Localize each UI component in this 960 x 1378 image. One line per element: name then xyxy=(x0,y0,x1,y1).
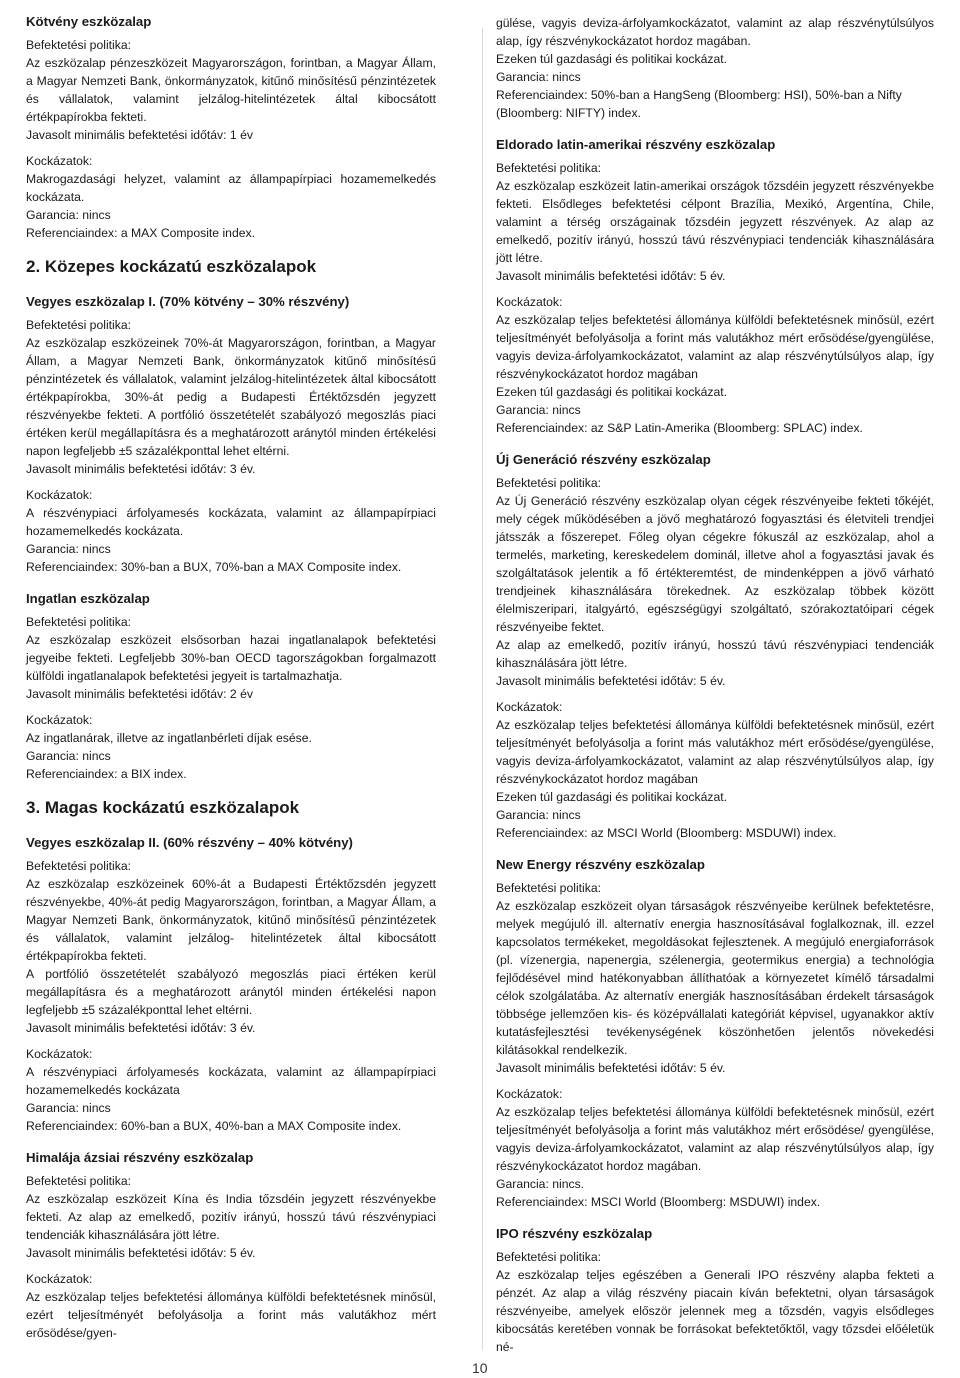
policy-label: Befektetési politika: xyxy=(496,881,602,895)
risk-label: Kockázatok: xyxy=(26,1047,93,1061)
reference-label: Referenciaindex: xyxy=(496,88,588,102)
reference-value: 60%-ban a BUX, 40%-ban a MAX Composite index. xyxy=(120,1119,402,1133)
column-divider xyxy=(482,28,483,1350)
policy-text-2: A portfólió összetételét szabályozó megoszlás piaci értéken kerül megállapításra és a meghatározott aránytól minden értékelési napon legfeljebb ±5 százalékponttal lehet eltérni. xyxy=(26,967,436,1017)
risk-text-continued: gülése, vagyis deviza-árfolyamkockázatot, valamint az alap részvénytúlsúlyos alap, így részvénykockázatot hordoz magában. xyxy=(496,16,934,48)
guarantee-label: Garancia: xyxy=(496,403,549,417)
term-row xyxy=(26,685,436,703)
chapter-heading-medium-risk: 2. Közepes kockázatú eszközalapok xyxy=(26,257,317,276)
guarantee-label: Garancia: xyxy=(26,749,79,763)
guarantee-value: nincs xyxy=(82,1101,111,1115)
guarantee-value: nincs xyxy=(82,208,111,222)
risk-label: Kockázatok: xyxy=(496,295,563,309)
policy-label: Befektetési politika: xyxy=(496,476,602,490)
risk-text: A részvénypiaci árfolyamesés kockázata, valamint az állampapírpiaci hozamemelkedés kockázata. xyxy=(26,506,436,538)
risk-text: Az ingatlanárak, illetve az ingatlanbérleti díjak esése. xyxy=(26,731,312,745)
term-row xyxy=(26,1019,436,1037)
reference-row xyxy=(496,86,934,122)
reference-label: Referenciaindex: xyxy=(26,767,118,781)
risk-text: A részvénypiaci árfolyamesés kockázata, valamint az állampapírpiaci hozamemelkedés kockázata xyxy=(26,1065,436,1097)
section-eldorado xyxy=(496,137,934,437)
chapter-heading-high-risk: 3. Magas kockázatú eszközalapok xyxy=(26,798,300,817)
reference-value: az MSCI World (Bloomberg: MSDUWI) index. xyxy=(590,826,837,840)
reference-label: Referenciaindex: xyxy=(26,1119,118,1133)
risk-text: Az eszközalap teljes befektetési állománya külföldi befektetésnek minősül, ezért teljesítményét befolyásolja a forint más valutákhoz mért erősödése/ gyengülése, vagyis deviza-árfolyamkockázatot, valamint az alap részvénytúlsúlyos alap, így részvénykockázatot hordoz magában. xyxy=(496,1105,934,1173)
section-title: Kötvény eszközalap xyxy=(26,14,152,29)
term-label: Javasolt minimális befektetési időtáv: xyxy=(26,462,227,476)
term-label: Javasolt minimális befektetési időtáv: xyxy=(496,674,697,688)
section-title: Vegyes eszközalap II. (60% részvény – 40% kötvény) xyxy=(26,835,353,850)
guarantee-row xyxy=(26,206,436,224)
policy-label: Befektetési politika: xyxy=(26,615,132,629)
guarantee-value: nincs xyxy=(552,403,581,417)
risk-text-2: Ezeken túl gazdasági és politikai kockázat. xyxy=(496,52,728,66)
guarantee-value: nincs. xyxy=(552,1177,585,1191)
policy-text: Az eszközalap eszközeit latin-amerikai országok tőzsdéin jegyzett részvényekbe fekteti. Elsődleges befektetési célpont Brazília, Mexikó, Argentína, Chile, valamint a térség országainak tőzsdéin jegyzett részvények. Az alap az emelkedő, pozitív irányú, hosszú távú részvénypiaci tendenciák kihasználására jött létre. xyxy=(496,179,934,265)
reference-label: Referenciaindex: xyxy=(496,826,588,840)
guarantee-label: Garancia: xyxy=(26,208,79,222)
risk-text: Az eszközalap teljes befektetési állománya külföldi befektetésnek minősül, ezért teljesítményét befolyásolja a forint más valutákhoz mért erősödése/gyengülése, vagyis deviza-árfolyamkockázatot, valamint az alap részvénytúlsúlyos alap, így részvénykockázatot hordoz magában xyxy=(496,718,934,786)
reference-row xyxy=(496,419,934,437)
policy-label: Befektetési politika: xyxy=(26,318,132,332)
reference-label: Referenciaindex: xyxy=(26,560,118,574)
guarantee-row xyxy=(26,540,436,558)
reference-label: Referenciaindex: xyxy=(496,1195,588,1209)
reference-row xyxy=(496,824,934,842)
policy-text: Az eszközalap eszközeit Kína és India tőzsdéin jegyzett részvényekbe fekteti. Az alap az emelkedő, pozitív irányú, hosszú távú részvénypiaci tendenciák kihasználására jött létre. xyxy=(26,1192,436,1242)
risk-text-2: Ezeken túl gazdasági és politikai kockázat. xyxy=(496,385,728,399)
guarantee-row xyxy=(26,1099,436,1117)
reference-row xyxy=(26,558,436,576)
reference-value: a MAX Composite index. xyxy=(120,226,255,240)
reference-value: MSCI World (Bloomberg: MSDUWI) index. xyxy=(590,1195,821,1209)
policy-label: Befektetési politika: xyxy=(26,38,132,52)
policy-text: Az Új Generáció részvény eszközalap olyan cégek részvényeibe fekteti tőkéjét, mely cégek működésében a jövő meghatározó fogyasztási és életviteli trendjei játsszák a főszerepet. Főleg olyan cégekre fókuszál az eszközalap, ahol a termelés, marketing, kereskedelem dominál, illetve ahol a fogyasztási javak és szolgáltatások jelentik a fő értékteremtést, de mindenképpen a jövő várható trendjeinek kihasználására törekednek. Az eszközalap többek között élelmiszeripari, italgyártó, egészségügyi szolgáltató, szórakoztatóipari cégek részvényeibe fektet. xyxy=(496,494,934,634)
section-title: Ingatlan eszközalap xyxy=(26,591,150,606)
section-title: Vegyes eszközalap I. (70% kötvény – 30% részvény) xyxy=(26,294,350,309)
left-column xyxy=(26,14,436,1357)
risk-label: Kockázatok: xyxy=(26,713,93,727)
section-new-energy xyxy=(496,857,934,1211)
guarantee-value: nincs xyxy=(552,808,581,822)
guarantee-row xyxy=(496,68,934,86)
section-ingatlan xyxy=(26,591,436,783)
reference-row xyxy=(496,1193,934,1211)
policy-text: Az eszközalap pénzeszközeit Magyarországon, forintban, a Magyar Állam, a Magyar Nemzeti Bank, önkormányzatok, kitűnő minősítésű pénzintézetek és vállalatok, valamint jelzálog-hitelintézetek által kibocsátott értékpapírokba fekteti. xyxy=(26,56,436,124)
term-row xyxy=(26,460,436,478)
term-label: Javasolt minimális befektetési időtáv: xyxy=(26,1246,227,1260)
reference-row xyxy=(26,765,436,783)
risk-text: Az eszközalap teljes befektetési állománya külföldi befektetésnek minősül, ezért teljesítményét befolyásolja a forint más valutákhoz mért erősödése/gyen- xyxy=(26,1290,436,1340)
guarantee-row xyxy=(496,806,934,824)
risk-label: Kockázatok: xyxy=(496,1087,563,1101)
policy-text: Az eszközalap teljes egészében a Generali IPO részvény alapba fekteti a pénzét. Az alap a világ részvény piacain kíván befektetni, olyan társaságok részvényeibe, amelyek először jelennek meg a tőzsdén, vagyis elsődleges kibocsátás keretében vonnak be forrásokat befektetőktől, vagy tőzsdei előéletük né- xyxy=(496,1268,934,1354)
section-title: IPO részvény eszközalap xyxy=(496,1226,653,1241)
page-number: 10 xyxy=(472,1360,488,1376)
risk-label: Kockázatok: xyxy=(496,700,563,714)
guarantee-row xyxy=(496,401,934,419)
term-value: 5 év. xyxy=(699,674,726,688)
guarantee-value: nincs xyxy=(82,749,111,763)
section-title: New Energy részvény eszközalap xyxy=(496,857,705,872)
policy-text: Az eszközalap eszközeit elsősorban hazai ingatlanalapok befektetési jegyeibe fekteti. Legfeljebb 30%-ban OECD tagországokban forgalmazott külföldi ingatlanalapok befektetési jegyeit is tartalmazhatja. xyxy=(26,633,436,683)
guarantee-value: nincs xyxy=(82,542,111,556)
policy-text-2: Az alap az emelkedő, pozitív irányú, hosszú távú részvénypiaci tendenciák kihasználására jött létre. xyxy=(496,638,934,670)
risk-text-2: Ezeken túl gazdasági és politikai kockázat. xyxy=(496,790,728,804)
reference-value: a BIX index. xyxy=(120,767,187,781)
term-value: 5 év. xyxy=(229,1246,256,1260)
term-row xyxy=(496,1059,934,1077)
risk-label: Kockázatok: xyxy=(26,488,93,502)
policy-label: Befektetési politika: xyxy=(26,1174,132,1188)
term-label: Javasolt minimális befektetési időtáv: xyxy=(496,1061,697,1075)
policy-label: Befektetési politika: xyxy=(26,859,132,873)
term-label: Javasolt minimális befektetési időtáv: xyxy=(26,1021,227,1035)
risk-text: Makrogazdasági helyzet, valamint az állampapírpiaci hozamemelkedés kockázata. xyxy=(26,172,436,204)
term-value: 3 év. xyxy=(229,462,256,476)
policy-text: Az eszközalap eszközeit olyan társaságok részvényeibe kerülnek befektetésre, melyek megújuló ill. alternatív energia hasznosításával foglalkoznak, ill. ezzel kapcsolatos termékeket, megoldásokat fejlesztenek. A megújuló energiaforrások (pl. vízenergia, napenergia, szélenergia, geotermikus energia) a technológia fejlődésével mind hatékonyabban állíthatóak a környezetet kímélő társadalmi célok szolgálatába. Az alternatív energiák hasznosításában érdekelt társaságok többsége jellemzően kis- és középvállalati kategóriát képvisel, ugyanakkor aktív kutatásfejlesztési tevékenységének köszönhetően jelentős növekedési kilátásokkal rendelkezik. xyxy=(496,899,934,1057)
term-row xyxy=(26,126,436,144)
term-row xyxy=(496,672,934,690)
reference-row xyxy=(26,1117,436,1135)
risk-label: Kockázatok: xyxy=(26,1272,93,1286)
risk-text: Az eszközalap teljes befektetési állománya külföldi befektetésnek minősül, ezért teljesítményét befolyásolja a forint más valutákhoz mért erősödése/gyengülése, vagyis deviza-árfolyamkockázatot, valamint az alap részvénytúlsúlyos alap, így részvénykockázatot hordoz magában xyxy=(496,313,934,381)
section-himalaja xyxy=(26,1150,436,1342)
term-label: Javasolt minimális befektetési időtáv: xyxy=(26,687,227,701)
term-value: 3 év. xyxy=(229,1021,256,1035)
guarantee-row xyxy=(496,1175,934,1193)
guarantee-label: Garancia: xyxy=(496,808,549,822)
term-label: Javasolt minimális befektetési időtáv: xyxy=(26,128,227,142)
guarantee-label: Garancia: xyxy=(26,1101,79,1115)
term-value: 5 év. xyxy=(699,1061,726,1075)
policy-text: Az eszközalap eszközeinek 60%-át a Budapesti Értéktőzsdén jegyzett részvényekbe, 40%-át pedig Magyarországon, forintban, a Magyar Állam, a Magyar Nemzeti Bank, önkormányzatok, kitűnő minősítésű pénzintézetek és vállalatok, valamint jelzálog- hitelintézetek által kibocsátott értékpapírokba fekteti. xyxy=(26,877,436,963)
section-uj-generacio xyxy=(496,452,934,842)
term-row xyxy=(26,1244,436,1262)
section-vegyes-2 xyxy=(26,835,436,1135)
term-value: 2 év xyxy=(229,687,253,701)
section-ipo xyxy=(496,1226,934,1356)
policy-text: Az eszközalap eszközeinek 70%-át Magyarországon, forintban, a Magyar Állam, a Magyar Nemzeti Bank, önkormányzatok kitűnő minősítésű pénzintézetek és vállalatok, valamint jelzálog-hitelintézetek által kibocsátott értékpapírokba, 30%-át pedig a Budapesti Értéktőzsdén jegyzett részvényekbe fekteti. A portfólió összetételét szabályozó megoszlás piaci értéken kerül megállapításra és a meghatározott aránytól minden értékelési napon legfeljebb ±5 százalékponttal lehet eltérni. xyxy=(26,336,436,458)
right-column xyxy=(496,14,934,1371)
reference-value: 50%-ban a HangSeng (Bloomberg: HSI), 50%-ban a Nifty (Bloomberg: NIFTY) index. xyxy=(496,88,902,120)
section-title: Himalája ázsiai részvény eszközalap xyxy=(26,1150,254,1165)
section-title: Eldorado latin-amerikai részvény eszközalap xyxy=(496,137,776,152)
term-value: 5 év. xyxy=(699,269,726,283)
guarantee-label: Garancia: xyxy=(496,1177,549,1191)
policy-label: Befektetési politika: xyxy=(496,1250,602,1264)
section-himalaja-continued xyxy=(496,14,934,122)
risk-label: Kockázatok: xyxy=(26,154,93,168)
reference-value: az S&P Latin-Amerika (Bloomberg: SPLAC) index. xyxy=(590,421,863,435)
term-label: Javasolt minimális befektetési időtáv: xyxy=(496,269,697,283)
reference-label: Referenciaindex: xyxy=(26,226,118,240)
reference-row xyxy=(26,224,436,242)
guarantee-row xyxy=(26,747,436,765)
guarantee-label: Garancia: xyxy=(496,70,549,84)
section-vegyes-1 xyxy=(26,294,436,576)
term-row xyxy=(496,267,934,285)
reference-value: 30%-ban a BUX, 70%-ban a MAX Composite index. xyxy=(120,560,402,574)
guarantee-value: nincs xyxy=(552,70,581,84)
policy-label: Befektetési politika: xyxy=(496,161,602,175)
section-kotveny xyxy=(26,14,436,242)
reference-label: Referenciaindex: xyxy=(496,421,588,435)
guarantee-label: Garancia: xyxy=(26,542,79,556)
section-title: Új Generáció részvény eszközalap xyxy=(496,452,711,467)
term-value: 1 év xyxy=(229,128,253,142)
